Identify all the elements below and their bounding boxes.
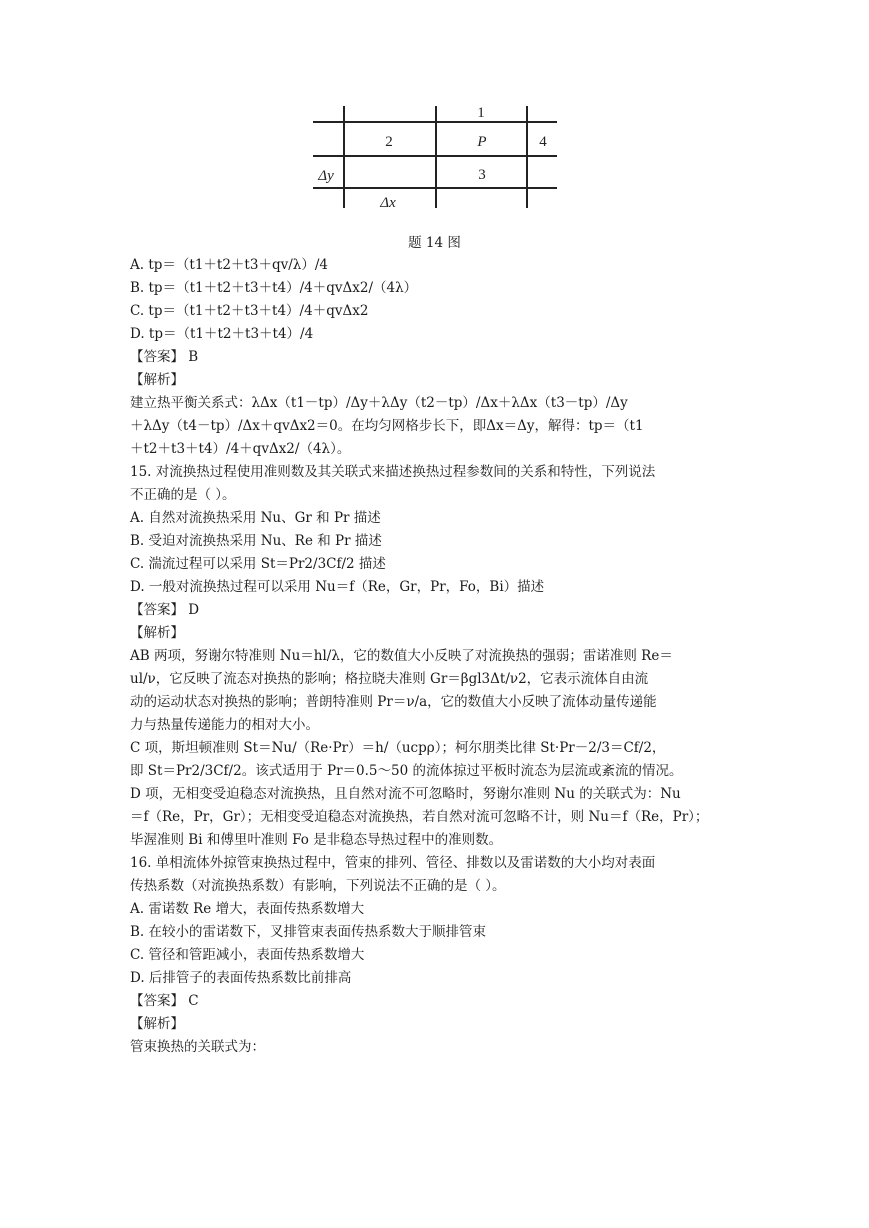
- q15-analysis-line: ＝f（Re，Pr，Gr）；无相变受迫稳态对流换热，若自然对流可忽略不计，则 Nu＝f（Re，Pr）；: [130, 809, 709, 825]
- q14-analysis-heading: 【解析】: [130, 372, 184, 388]
- q15-analysis-line: ul/ν，它反映了流态对换热的影响；格拉晓夫准则 Gr＝βgl3Δt/ν2，它表示流体自由流: [130, 671, 649, 687]
- node-label-2: 2: [385, 134, 393, 150]
- node-label-1: 1: [477, 105, 485, 121]
- q16-option-b: B. 在较小的雷诺数下，叉排管束表面传热系数大于顺排管束: [130, 924, 487, 940]
- q16-answer: 【答案】 C: [130, 993, 199, 1009]
- q16-analysis-line: 管束换热的关联式为：: [130, 1039, 265, 1055]
- q14-option-d: D. tp＝（t1＋t2＋t3＋t4）/4: [130, 326, 314, 342]
- q14-answer: 【答案】 B: [130, 349, 199, 365]
- node-label-4: 4: [539, 134, 547, 150]
- q14-analysis-line: ＋λΔy（t4－tp）/Δx＋qvΔx2＝0。在均匀网格步长下，即Δx＝Δy，解得：tp＝（t1: [130, 418, 644, 434]
- q15-option-d: D. 一般对流换热过程可以采用 Nu＝f（Re，Gr，Pr，Fo，Bi）描述: [130, 579, 545, 595]
- q15-option-a: A. 自然对流换热采用 Nu、Gr 和 Pr 描述: [130, 510, 381, 526]
- q16-option-d: D. 后排管子的表面传热系数比前排高: [130, 970, 352, 986]
- document-body: [130, 254, 754, 1059]
- q14-analysis-line: ＋t2＋t3＋t4）/4＋qvΔx2/（4λ）。: [130, 441, 351, 457]
- q15-analysis-line: 力与热量传递能力的相对大小。: [130, 717, 319, 733]
- q16-stem: 16. 单相流体外掠管束换热过程中，管束的排列、管径、排数以及雷诺数的大小均对表面: [130, 855, 656, 871]
- q14-option-c: C. tp＝（t1＋t2＋t3＋t4）/4＋qvΔx2: [130, 303, 369, 319]
- q15-analysis-heading: 【解析】: [130, 625, 184, 641]
- q15-analysis-line: C 项，斯坦顿准则 St＝Nu/（Re·Pr）＝h/（ucpρ）；柯尔朋类比律 St·Pr－2/3＝Cf/2，: [130, 740, 666, 756]
- node-label-p: P: [477, 134, 487, 150]
- q15-analysis-line: D 项，无相变受迫稳态对流换热，且自然对流不可忽略时，努谢尔准则 Nu 的关联式为：Nu: [130, 786, 681, 802]
- q15-analysis-line: 毕渥准则 Bi 和傅里叶准则 Fo 是非稳态导热过程中的准则数。: [130, 832, 503, 848]
- q16-option-c: C. 管径和管距减小，表面传热系数增大: [130, 947, 365, 963]
- q16-stem: 传热系数（对流换热系数）有影响，下列说法不正确的是（ ）。: [130, 878, 506, 894]
- delta-x-label: Δx: [380, 195, 396, 211]
- grid-diagram-svg: [310, 100, 560, 212]
- q15-answer: 【答案】 D: [130, 602, 200, 618]
- q15-analysis-line: 即 St＝Pr2/3Cf/2。该式适用于 Pr＝0.5～50 的流体掠过平板时流态为层流或紊流的情况。: [130, 763, 683, 779]
- grid-diagram: [310, 100, 560, 212]
- figure-caption: 题 14 图: [408, 235, 461, 251]
- q14-option-b: B. tp＝（t1＋t2＋t3＋t4）/4＋qvΔx2/（4λ）: [130, 280, 418, 296]
- node-label-3: 3: [478, 167, 486, 183]
- delta-y-label: Δy: [318, 168, 334, 184]
- q15-analysis-line: AB 两项，努谢尔特准则 Nu＝hl/λ，它的数值大小反映了对流换热的强弱；雷诺准则 Re＝: [130, 648, 673, 664]
- q14-analysis-line: 建立热平衡关系式：λΔx（t1－tp）/Δy＋λΔy（t2－tp）/Δx＋λΔx（t3－tp）/Δy: [130, 395, 628, 411]
- q15-option-b: B. 受迫对流换热采用 Nu、Re 和 Pr 描述: [130, 533, 382, 549]
- q15-stem: 不正确的是（ ）。: [130, 487, 236, 503]
- q15-stem: 15. 对流换热过程使用准则数及其关联式来描述换热过程参数间的关系和特性，下列说法: [130, 464, 656, 480]
- q15-option-c: C. 湍流过程可以采用 St＝Pr2/3Cf/2 描述: [130, 556, 386, 572]
- q16-analysis-heading: 【解析】: [130, 1016, 184, 1032]
- q14-option-a: A. tp＝（t1＋t2＋t3＋qv/λ）/4: [130, 257, 328, 273]
- q15-analysis-line: 动的运动状态对换热的影响；普朗特准则 Pr＝ν/a，它的数值大小反映了流体动量传递能: [130, 694, 657, 710]
- q16-option-a: A. 雷诺数 Re 增大，表面传热系数增大: [130, 901, 365, 917]
